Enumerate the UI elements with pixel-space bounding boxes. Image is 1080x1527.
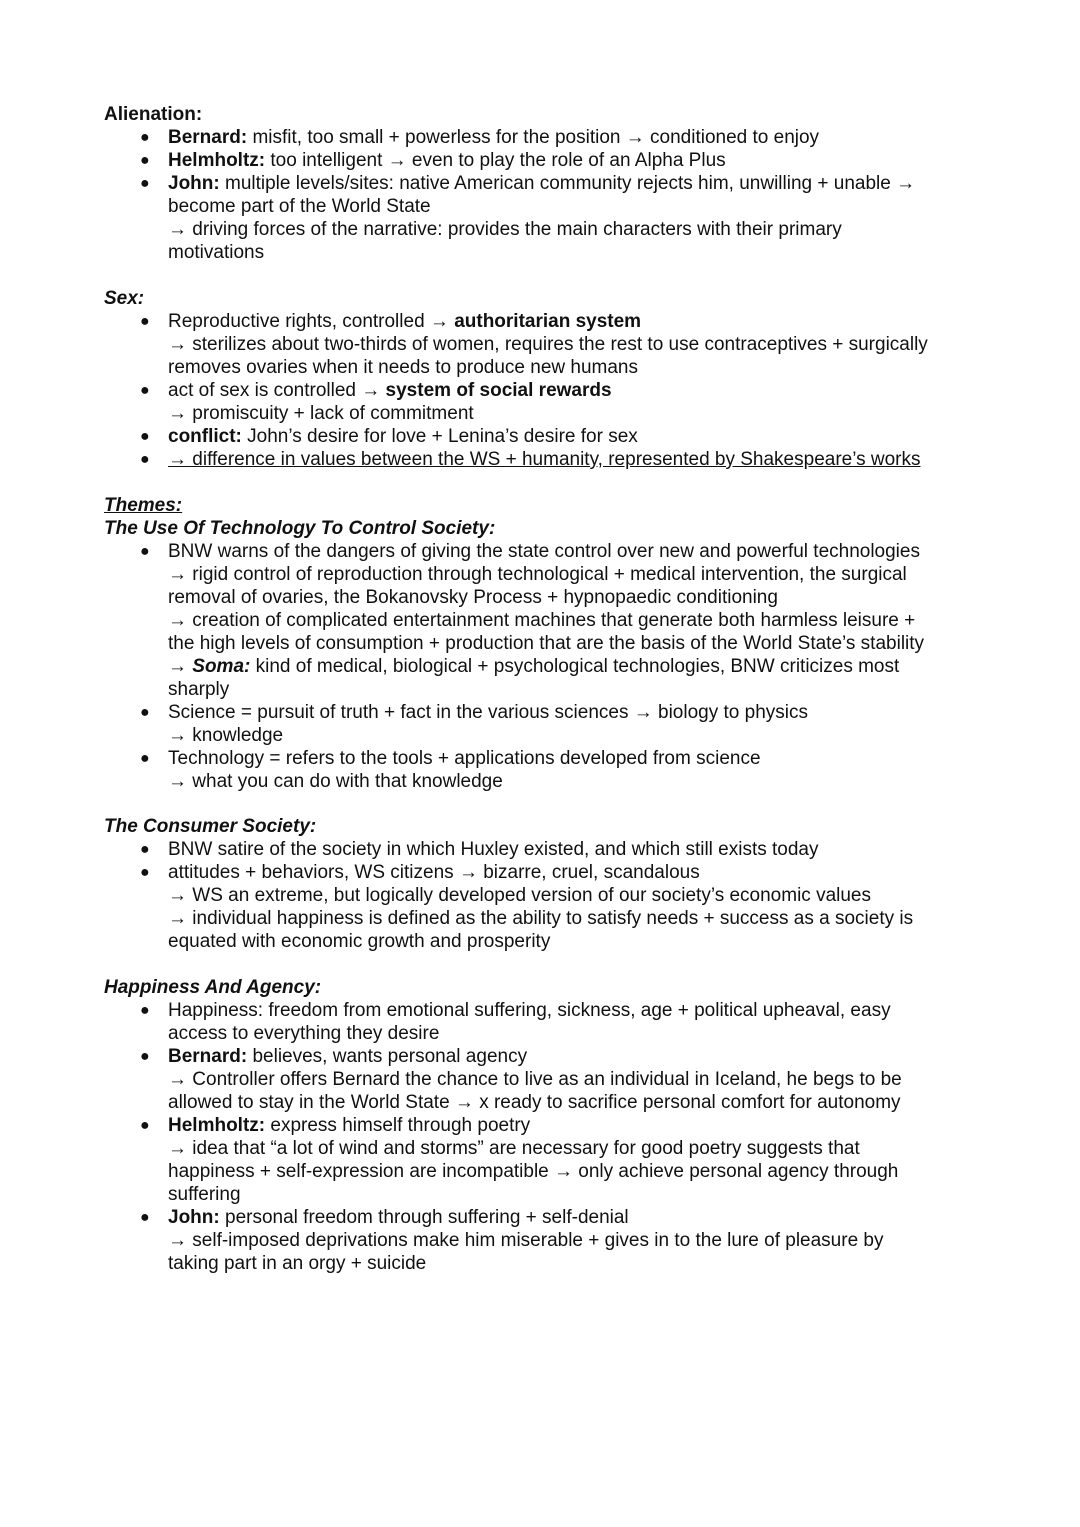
bullet: ●	[140, 864, 150, 881]
item-text: Happiness: freedom from emotional suffering, sickness, age + political upheaval, easy	[168, 1000, 891, 1021]
item-text: attitudes + behaviors, WS citizens → bizarre, cruel, scandalous	[168, 862, 700, 883]
item-text: believes, wants personal agency	[252, 1046, 528, 1067]
item-text: the high levels of consumption + production that are the basis of the World State’s stability	[168, 633, 925, 654]
heading-alienation: Alienation:	[104, 104, 203, 125]
heading-happiness-agency: Happiness And Agency:	[104, 977, 322, 998]
heading-themes: Themes:	[104, 495, 183, 516]
item-bold-text: authoritarian system	[454, 311, 642, 332]
list-item	[104, 861, 984, 953]
item-text: BNW warns of the dangers of giving the state control over new and powerful technologies	[168, 541, 920, 562]
list-item	[104, 747, 984, 793]
item-text: → promiscuity + lack of commitment	[168, 403, 474, 424]
item-text: become part of the World State	[168, 196, 431, 217]
item-label: John:	[168, 173, 220, 194]
item-text: express himself through poetry	[270, 1115, 531, 1136]
bullet: ●	[140, 841, 150, 858]
item-text: personal freedom through suffering + self-denial	[225, 1207, 629, 1228]
list-item	[104, 379, 984, 425]
list-item	[104, 1114, 984, 1206]
bullet: ●	[140, 152, 150, 169]
list-item	[104, 1045, 984, 1114]
bullet: ●	[140, 1002, 150, 1019]
list-item	[104, 999, 984, 1045]
item-text: equated with economic growth and prosperity	[168, 931, 551, 952]
item-text: too intelligent → even to play the role of an Alpha Plus	[270, 150, 726, 171]
item-label: Bernard:	[168, 127, 248, 148]
item-text: removes ovaries when it needs to produce new humans	[168, 357, 638, 378]
item-text: act of sex is controlled →	[168, 380, 386, 401]
list-item	[104, 838, 984, 861]
bullet: ●	[140, 750, 150, 767]
heading-sex: Sex:	[104, 288, 145, 309]
list-item	[104, 425, 984, 448]
list-item	[104, 540, 984, 701]
item-text: → driving forces of the narrative: provides the main characters with their primary	[168, 219, 842, 240]
item-text: → self-imposed deprivations make him miserable + gives in to the lure of pleasure by	[168, 1230, 884, 1251]
item-text: → knowledge	[168, 725, 284, 746]
item-text: BNW satire of the society in which Huxley existed, and which still exists today	[168, 839, 819, 860]
item-text: → sterilizes about two-thirds of women, requires the rest to use contraceptives + surgically	[168, 334, 928, 355]
item-text: Reproductive rights, controlled →	[168, 311, 455, 332]
item-text: sharply	[168, 679, 230, 700]
item-text: → creation of complicated entertainment machines that generate both harmless leisure +	[168, 610, 916, 631]
item-underlined-text: → difference in values between the WS + humanity, represented by Shakespeare’s works	[168, 449, 921, 470]
item-text: access to everything they desire	[168, 1023, 440, 1044]
item-text: → idea that “a lot of wind and storms” are necessary for good poetry suggests that	[168, 1138, 860, 1159]
heading-technology: The Use Of Technology To Control Society:	[104, 518, 496, 539]
list-item	[104, 1206, 984, 1275]
list-item	[104, 126, 984, 149]
item-text: motivations	[168, 242, 265, 263]
item-text: → individual happiness is defined as the ability to satisfy needs + success as a society is	[168, 908, 914, 929]
section-happiness-agency	[104, 976, 984, 1275]
bullet: ●	[140, 543, 150, 560]
list-item	[104, 172, 984, 264]
section-consumer-society	[104, 815, 984, 953]
list-item	[104, 701, 984, 747]
bullet: ●	[140, 175, 150, 192]
item-label: Helmholtz:	[168, 1115, 266, 1136]
item-label: Helmholtz:	[168, 150, 266, 171]
bullet: ●	[140, 1117, 150, 1134]
item-label: Soma:	[192, 656, 251, 677]
item-text: kind of medical, biological + psychological technologies, BNW criticizes most	[250, 656, 900, 677]
alienation-list	[104, 126, 984, 264]
item-text: → Controller offers Bernard the chance to live as an individual in Iceland, he begs to be	[168, 1069, 902, 1090]
item-text: suffering	[168, 1184, 241, 1205]
list-item	[104, 448, 984, 471]
technology-list	[104, 540, 984, 793]
item-text: → WS an extreme, but logically developed version of our society’s economic values	[168, 885, 871, 906]
item-bold-text: system of social rewards	[385, 380, 612, 401]
item-text: misfit, too small + powerless for the position → conditioned to enjoy	[252, 127, 820, 148]
bullet: ●	[140, 704, 150, 721]
item-text: →	[168, 656, 193, 677]
list-item	[104, 149, 984, 172]
bullet: ●	[140, 313, 150, 330]
item-text: happiness + self-expression are incompatible → only achieve personal agency through	[168, 1161, 899, 1182]
section-alienation	[104, 103, 984, 264]
bullet: ●	[140, 1048, 150, 1065]
section-sex	[104, 287, 984, 471]
consumer-list	[104, 838, 984, 953]
item-text: → what you can do with that knowledge	[168, 771, 503, 792]
heading-consumer-society: The Consumer Society:	[104, 816, 317, 837]
item-text: multiple levels/sites: native American community rejects him, unwilling + unable →	[225, 173, 916, 194]
bullet: ●	[140, 382, 150, 399]
list-item	[104, 310, 984, 379]
bullet: ●	[140, 1209, 150, 1226]
item-text: Science = pursuit of truth + fact in the various sciences → biology to physics	[168, 702, 808, 723]
bullet: ●	[140, 129, 150, 146]
section-themes	[104, 494, 984, 793]
bullet: ●	[140, 451, 150, 468]
item-label: Bernard:	[168, 1046, 248, 1067]
happiness-list	[104, 999, 984, 1275]
bullet: ●	[140, 428, 150, 445]
sex-list	[104, 310, 984, 471]
item-text: removal of ovaries, the Bokanovsky Process + hypnopaedic conditioning	[168, 587, 778, 608]
item-label: conflict:	[168, 426, 242, 447]
item-text: taking part in an orgy + suicide	[168, 1253, 427, 1274]
item-text: Technology = refers to the tools + applications developed from science	[168, 748, 761, 769]
item-label: John:	[168, 1207, 220, 1228]
item-text: → rigid control of reproduction through technological + medical intervention, the surgical	[168, 564, 907, 585]
item-text: allowed to stay in the World State → x ready to sacrifice personal comfort for autonomy	[168, 1092, 901, 1113]
item-text: John’s desire for love + Lenina’s desire for sex	[247, 426, 638, 447]
